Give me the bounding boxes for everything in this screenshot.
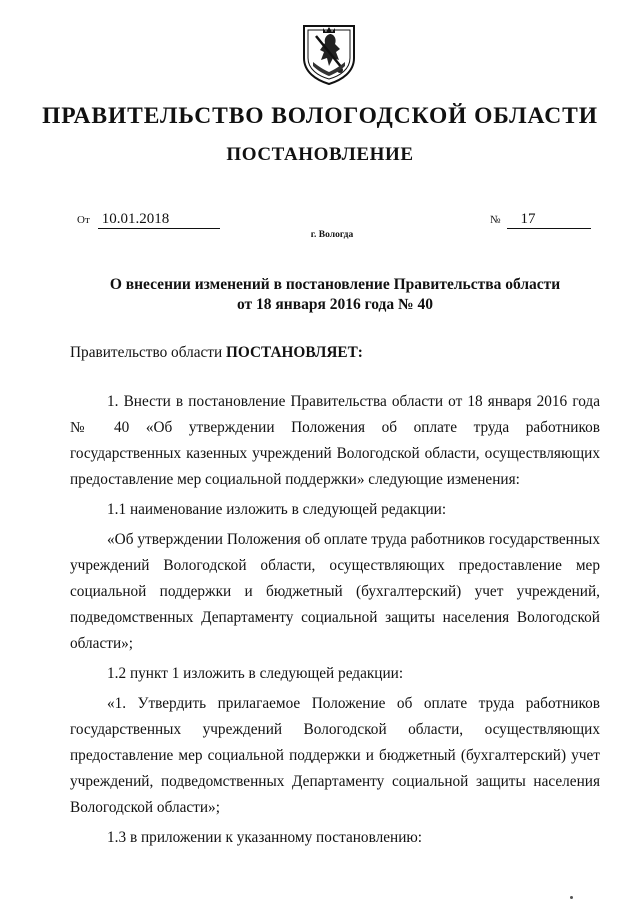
paragraph-1-3: 1.3 в приложении к указанному постановлению: (107, 829, 423, 846)
paragraph-1: 1. Внести в постановление Правительства области от 18 января 2016 года № 40 «Об утверждении Положения об оплате труда работников государственных казенных учреждений Вологодской области, осуществляющих предоставление мер социальной поддержки» следующие изменения: (70, 393, 600, 488)
decree-word: ПОСТАНОВЛЯЕТ: (226, 344, 363, 361)
date-prefix: От (77, 214, 90, 226)
decree-line (70, 340, 600, 366)
document-type: ПОСТАНОВЛЕНИЕ (226, 144, 414, 165)
coat-of-arms-icon (300, 22, 358, 86)
paragraph-1-1: 1.1 наименование изложить в следующей редакции: (107, 501, 447, 518)
paragraph-1-2: 1.2 пункт 1 изложить в следующей редакции: (107, 665, 404, 682)
decree-lead: Правительство области (70, 344, 223, 361)
paragraph-1-1-text: «Об утверждении Положения об оплате труда работников государственных учреждений Вологодской области, осуществляющих предоставление мер социальной поддержки и бюджетный (бухгалтерский) учет учреждений, подведомственных Департаменту социальной защиты населения Вологодской области»; (70, 531, 600, 652)
subject-line-1: О внесении изменений в постановление Правительства области (109, 276, 561, 293)
city-label: г. Вологда (310, 230, 354, 240)
document-body (70, 340, 600, 851)
document-subject (90, 275, 580, 315)
paragraph-1-2-text: «1. Утвердить прилагаемое Положение об оплате труда работников государственных учреждений Вологодской области, осуществляющих предоставление мер социальной поддержки и бюджетный (бухгалтерский) учет учреждений, подведомственных Департаменту социальной защиты населения Вологодской области»; (70, 695, 600, 816)
scan-speck (570, 896, 573, 899)
document-number: 17 (507, 211, 591, 229)
date-row (77, 211, 220, 229)
number-row (490, 211, 591, 229)
document-date: 10.01.2018 (98, 211, 220, 229)
number-prefix: № (490, 214, 501, 226)
subject-line-2: от 18 января 2016 года № 40 (237, 296, 433, 313)
government-title: ПРАВИТЕЛЬСТВО ВОЛОГОДСКОЙ ОБЛАСТИ (42, 103, 598, 129)
